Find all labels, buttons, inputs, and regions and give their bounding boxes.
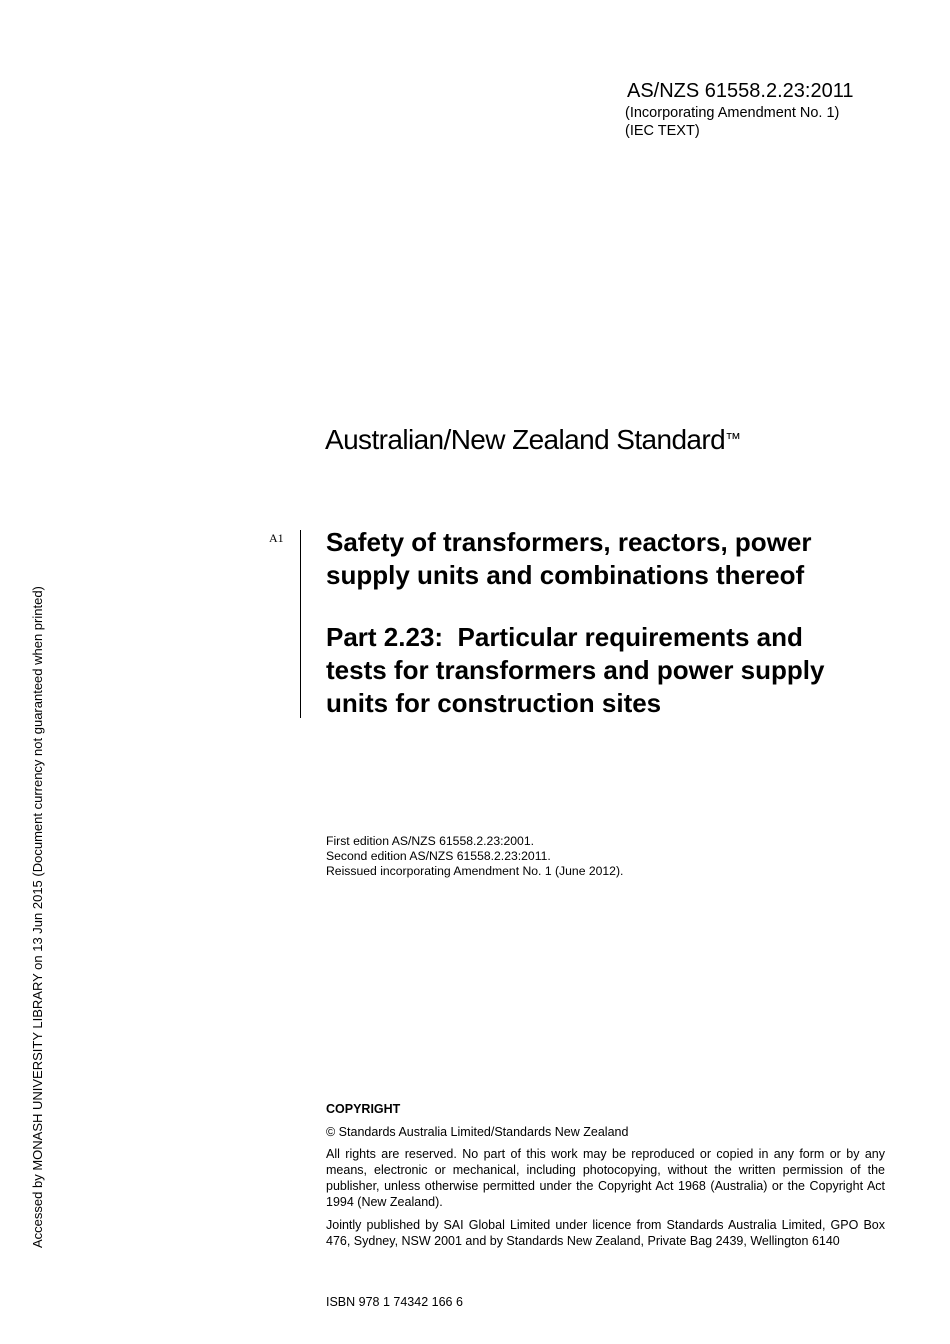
title-line-1: Safety of transformers, reactors, power [326, 527, 812, 557]
title-line-2: supply units and combinations thereof [326, 560, 805, 590]
series-name-text: Australian/New Zealand Standard [325, 424, 726, 455]
trademark-symbol: ™ [725, 431, 741, 448]
standard-number: AS/NZS 61558.2.23:2011 [627, 80, 854, 102]
part-title-line-3: units for construction sites [326, 688, 662, 718]
amendment-change-bar [300, 530, 301, 718]
access-watermark: Accessed by MONASH UNIVERSITY LIBRARY on 13 Jun 2015 (Document currency not guaranteed when printed) [30, 586, 45, 1248]
series-name [325, 423, 741, 457]
document-title [326, 526, 906, 592]
edition-line-3: Reissued incorporating Amendment No. 1 (June 2012). [326, 864, 624, 878]
edition-line-2: Second edition AS/NZS 61558.2.23:2011. [326, 849, 551, 863]
text-source-note: (IEC TEXT) [625, 123, 700, 139]
copyright-heading: COPYRIGHT [326, 1102, 401, 1116]
amendment-marker: A1 [269, 531, 284, 545]
isbn: ISBN 978 1 74342 166 6 [326, 1295, 463, 1309]
copyright-rights-paragraph: All rights are reserved. No part of this work may be reproduced or copied in any form or by any means, electronic or mechanical, including photocopying, without the written permission of the publisher, unless otherwise permitted under the Copyright Act 1968 (Australia) or the Copyright Act 1994 (New Zealand). [326, 1147, 885, 1209]
publisher-paragraph: Jointly published by SAI Global Limited under licence from Standards Australia Limited, GPO Box 476, Sydney, NSW 2001 and by Standards New Zealand, Private Bag 2439, Wellington 6140 [326, 1218, 885, 1248]
part-title-line-2: tests for transformers and power supply [326, 655, 825, 685]
edition-line-1: First edition AS/NZS 61558.2.23:2001. [326, 834, 534, 848]
part-title-line-1: Part 2.23: Particular requirements and [326, 622, 803, 652]
amendment-note: (Incorporating Amendment No. 1) [625, 105, 840, 121]
part-title [326, 621, 906, 720]
copyright-owner: © Standards Australia Limited/Standards New Zealand [326, 1125, 629, 1139]
